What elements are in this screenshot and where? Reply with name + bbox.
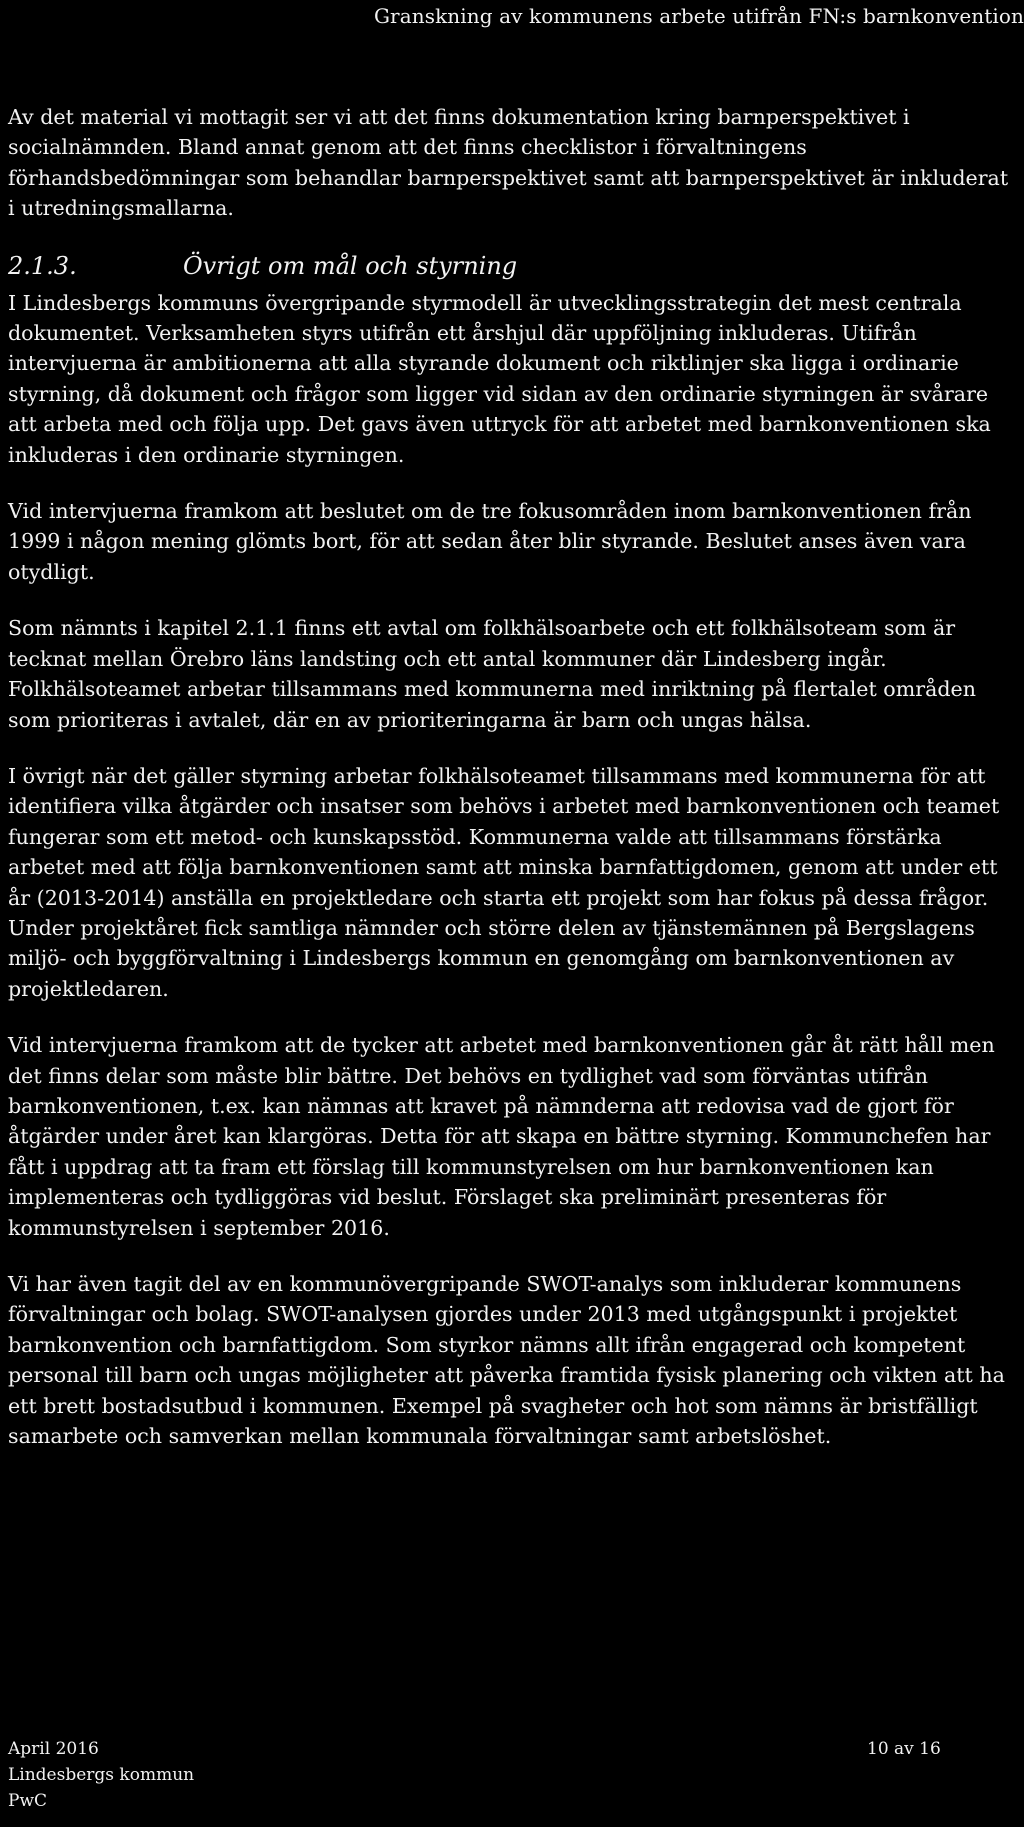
paragraph-folkhalsoavtal: Som nämnts i kapitel 2.1.1 finns ett avtal om folkhälsoarbete och ett folkhälsoteam som är tecknat mellan Örebro läns landsting och ett antal kommuner där Lindesberg ingår. Folkhälsoteamet arbetar tillsammans med kommunerna med inriktning på flertalet områden som prioriteras i avtalet, där en av prioriteringarna är barn och ungas hälsa. (8, 616, 976, 732)
section-number: 2.1.3. (8, 251, 77, 280)
paragraph-fokusomraden: Vid intervjuerna framkom att beslutet om de tre fokusområden inom barnkonventionen från 1999 i någon mening glömts bort, för att sedan åter blir styrande. Beslutet anses även vara otydligt. (8, 499, 972, 584)
footer-organization: Lindesbergs kommun (8, 1765, 195, 1785)
paragraph-intervjuer: Vid intervjuerna framkom att de tycker att arbetet med barnkonventionen går åt rätt håll men det finns delar som måste blir bättre. Det behövs en tydlighet vad som förväntas utifrån barnkonventionen, t.ex. kan nämnas att kravet på nämnderna att redovisa vad de gjort för åtgärder under året kan klargöras. Detta för att skapa en bättre styrning. Kommunchefen har fått i uppdrag att ta fram ett förslag till kommunstyrelsen om hur barnkonventionen kan implementeras och tydliggöras vid beslut. Förslaget ska preliminärt presenteras för kommunstyrelsen i september 2016. (8, 1033, 995, 1240)
footer-left (8, 1736, 194, 1814)
footer-date: April 2016 (8, 1739, 99, 1759)
section-heading (8, 250, 1016, 282)
running-header: Granskning av kommunens arbete utifrån FN:s barnkonvention (373, 4, 1024, 28)
page-number: 10 av 16 (867, 1739, 941, 1759)
paragraph-intro: Av det material vi mottagit ser vi att det finns dokumentation kring barnperspektivet i socialnämnden. Bland annat genom att det finns checklistor i förvaltningens förhandsbedömningar som behandlar barnperspektivet samt att barnperspektivet är inkluderat i utredningsmallarna. (8, 105, 1009, 221)
document-body (8, 102, 1016, 1477)
paragraph-swot: Vi har även tagit del av en kommunövergripande SWOT-analys som inkluderar kommunens förvaltningar och bolag. SWOT-analysen gjordes under 2013 med utgångspunkt i projektet barnkonvention och barnfattigdom. Som styrkor nämns allt ifrån engagerad och kompetent personal till barn och ungas möjligheter att påverka framtida fysisk planering och vikten att ha ett brett bostadsutbud i kommunen. Exempel på svagheter och hot som nämns är bristfälligt samarbete och samverkan mellan kommunala förvaltningar samt arbetslöshet. (8, 1272, 1005, 1449)
footer-firm: PwC (8, 1791, 47, 1811)
paragraph-folkhalsoteam: I övrigt när det gäller styrning arbetar folkhälsoteamet tillsammans med kommunerna för att identifiera vilka åtgärder och insatser som behövs i arbetet med barnkonventionen och teamet fungerar som ett metod- och kunskapsstöd. Kommunerna valde att tillsammans förstärka arbetet med att följa barnkonventionen samt att minska barnfattigdomen, genom att under ett år (2013-2014) anställa en projektledare och starta ett projekt som har fokus på dessa frågor. Under projektåret fick samtliga nämnder och större delen av tjänstemännen på Bergslagens miljö- och byggförvaltning i Lindesbergs kommun en genomgång om barnkonventionen av projektledaren. (8, 763, 1000, 1001)
section-title: Övrigt om mål och styrning (183, 251, 518, 280)
paragraph-styrmodell: I Lindesbergs kommuns övergripande styrmodell är utvecklingsstrategin det mest centrala dokumentet. Verksamheten styrs utifrån ett årshjul där uppföljning inkluderas. Utifrån intervjuerna är ambitionerna att alla styrande dokument och riktlinjer ska ligga i ordinarie styrning, då dokument och frågor som ligger vid sidan av den ordinarie styrningen är svårare att arbeta med och följa upp. Det gavs även uttryck för att arbetet med barnkonventionen ska inkluderas i den ordinarie styrningen. (8, 290, 991, 467)
